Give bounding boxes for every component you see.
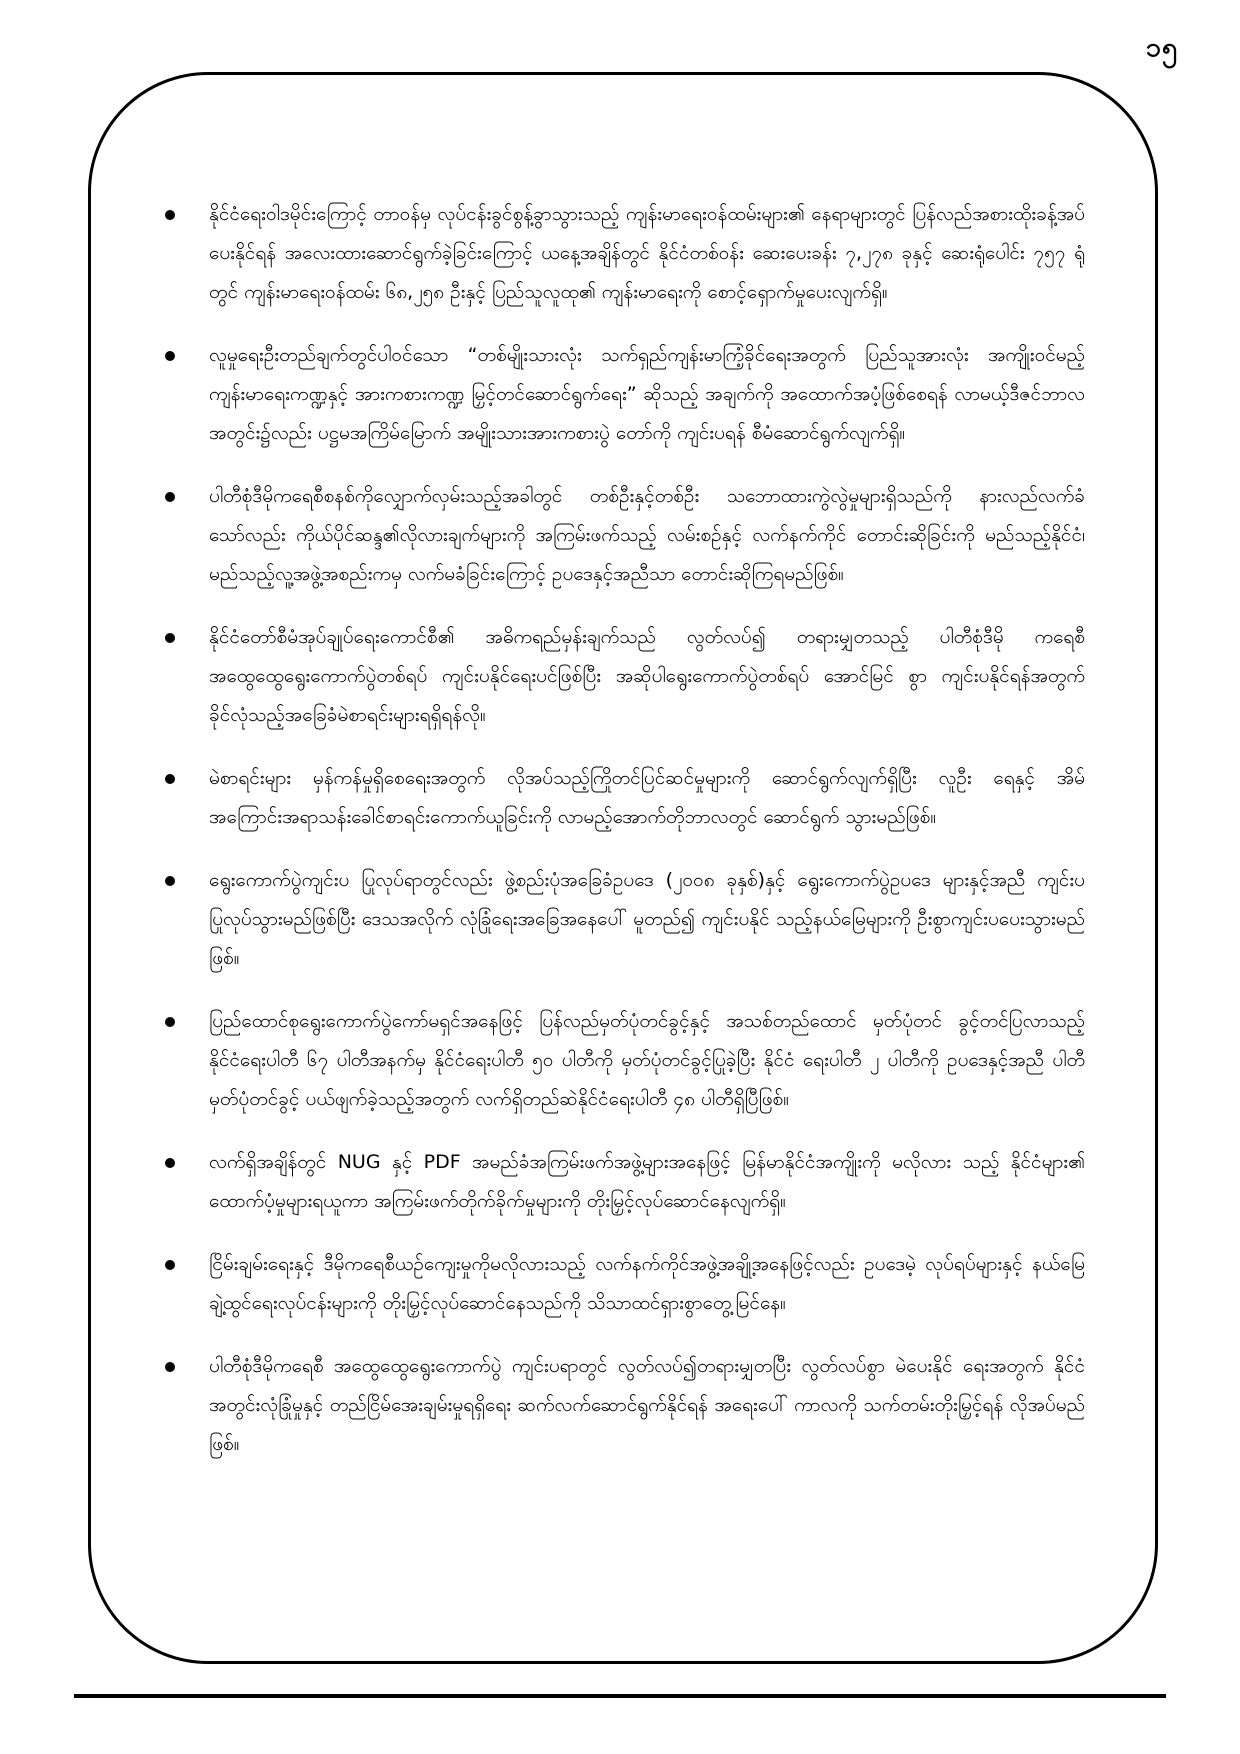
list-item <box>165 1347 1085 1464</box>
bullet-text: နိုင်ငံရေးဝါဒမိုင်းကြောင့် တာဝန်မှ လုပ်ငန်းခွင်စွန့်ခွာသွားသည့် ကျန်းမာရေးဝန်ထမ်းများ၏ နေရာများတွင် ပြန်လည်အစားထိုးခန့်အပ်ပေးနိုင်ရန် အလေးထားဆောင်ရွက်ခဲ့ခြင်းကြောင့် ယနေ့အချိန်တွင် နိုင်ငံတစ်ဝန်း ဆေးပေးခန်း ၇,၂၇၈ ခုနှင့် ဆေးရုံပေါင်း ၇၅၇ ရုံတွင် ကျန်းမာရေးဝန်ထမ်း ၆၈,၂၅၈ ဦးနှင့် ပြည်သူလူထု၏ ကျန်းမာရေးကို စောင့်ရှောက်မှုပေးလျက်ရှိ။ <box>209 203 1085 303</box>
bullet-text: ပါတီစုံဒီမိုကရေစီစနစ်ကိုလျှောက်လှမ်းသည့်အခါတွင် တစ်ဦးနှင့်တစ်ဦး သဘောထားကွဲလွဲမှုများရှိသည်ကို နားလည်လက်ခံသော်လည်း ကိုယ်ပိုင်ဆန္ဒ၏လိုလားချက်များကို အကြမ်းဖက်သည့် လမ်းစဉ်နှင့် လက်နက်ကိုင် တောင်းဆိုခြင်းကို မည်သည့်နိုင်ငံ၊ မည်သည့်လူ့အဖွဲ့အစည်းကမှ လက်မခံခြင်းကြောင့် ဥပဒေနှင့်အညီသာ တောင်းဆိုကြရမည်ဖြစ်။ <box>209 485 1085 585</box>
bullet-icon <box>165 492 175 502</box>
list-item <box>165 1143 1085 1221</box>
list-item <box>165 618 1085 735</box>
list-item <box>165 759 1085 837</box>
bullet-text: မဲစာရင်းများ မှန်ကန်မှုရှိစေရေးအတွက် လိုအပ်သည့်ကြိုတင်ပြင်ဆင်မှုများကို ဆောင်ရွက်လျက်ရှိပြီး လူဦး ရေနှင့် အိမ်အကြောင်းအရာသန်းခေါင်စာရင်းကောက်ယူခြင်းကို လာမည့်အောက်တိုဘာလတွင် ဆောင်ရွက် သွားမည်ဖြစ်။ <box>209 767 1085 828</box>
list-item <box>165 195 1085 312</box>
bullet-text: လူမှုရေးဦးတည်ချက်တွင်ပါဝင်သော “တစ်မျိုးသားလုံး သက်ရှည်ကျန်းမာကြံ့ခိုင်ရေးအတွက် ပြည်သူအားလုံး အကျိုးဝင်မည့် ကျန်းမာရေးကဏ္ဍနှင့် အားကစားကဏ္ဍ မြှင့်တင်ဆောင်ရွက်ရေး” ဆိုသည့် အချက်ကို အထောက်အပံ့ဖြစ်စေရန် လာမယ့်ဒီဇင်ဘာလအတွင်း၌လည်း ပဋ္ဌမအကြိမ်မြောက် အမျိုးသားအားကစားပွဲ တော်ကို ကျင်းပရန် စီမံဆောင်ရွက်လျက်ရှိ။ <box>209 344 1085 444</box>
list-item <box>165 1245 1085 1323</box>
page-number: ၁၅ <box>1145 32 1178 63</box>
list-item <box>165 1002 1085 1119</box>
bullet-text: ပါတီစုံဒီမိုကရေစီ အထွေထွေရွေးကောက်ပွဲ ကျင်းပရာတွင် လွတ်လပ်၍တရားမျှတပြီး လွတ်လပ်စွာ မဲပေးနိုင် ရေးအတွက် နိုင်ငံအတွင်းလုံခြုံမှုနှင့် တည်ငြိမ်အေးချမ်းမှုရရှိရေး ဆက်လက်ဆောင်ရွက်နိုင်ရန် အရေးပေါ် ကာလကို သက်တမ်းတိုးမြှင့်ရန် လိုအပ်မည်ဖြစ်။ <box>209 1355 1085 1455</box>
bullet-text: ရွေးကောက်ပွဲကျင်းပ ပြုလုပ်ရာတွင်လည်း ဖွဲ့စည်းပုံအခြေခံဥပဒေ (၂၀၀၈ ခုနှစ်)နှင့် ရွေးကောက်ပွဲဥပဒေ များနှင့်အညီ ကျင်းပပြုလုပ်သွားမည်ဖြစ်ပြီး ဒေသအလိုက် လုံခြုံရေးအခြေအနေပေါ် မူတည်၍ ကျင်းပနိုင် သည့်နယ်မြေများကို ဦးစွာကျင်းပပေးသွားမည်ဖြစ်။ <box>209 869 1085 969</box>
list-item <box>165 477 1085 594</box>
bullet-text: ပြည်ထောင်စုရွေးကောက်ပွဲကော်မရှင်အနေဖြင့် ပြန်လည်မှတ်ပုံတင်ခွင့်နှင့် အသစ်တည်ထောင် မှတ်ပုံတင် ခွင့်တင်ပြလာသည့် နိုင်ငံရေးပါတီ ၆၇ ပါတီအနက်မှ နိုင်ငံရေးပါတီ ၅၀ ပါတီကို မှတ်ပုံတင်ခွင့်ပြုခဲ့ပြီး နိုင်ငံ ရေးပါတီ ၂ ပါတီကို ဥပဒေနှင့်အညီ ပါတီမှတ်ပုံတင်ခွင့် ပယ်ဖျက်ခဲ့သည့်အတွက် လက်ရှိတည်ဆဲနိုင်ငံရေးပါတီ ၄၈ ပါတီရှိပြီဖြစ်။ <box>209 1010 1085 1110</box>
list-item <box>165 861 1085 978</box>
bullet-text: ငြိမ်းချမ်းရေးနှင့် ဒီမိုကရေစီယဉ်ကျေးမှုကိုမလိုလားသည့် လက်နက်ကိုင်အဖွဲ့အချို့အနေဖြင့်လည်း ဥပဒေမဲ့ လုပ်ရပ်များနှင့် နယ်မြေချဲ့ထွင်ရေးလုပ်ငန်းများကို တိုးမြှင့်လုပ်ဆောင်နေသည်ကို သိသာထင်ရှားစွာတွေ့မြင်နေ။ <box>209 1253 1085 1314</box>
footer-divider <box>74 1694 1166 1698</box>
bullet-icon <box>165 1158 175 1168</box>
bullet-icon <box>165 1017 175 1027</box>
bullet-icon <box>165 876 175 886</box>
bullet-list <box>165 195 1085 1464</box>
bullet-text: လက်ရှိအချိန်တွင် NUG နှင့် PDF အမည်ခံအကြမ်းဖက်အဖွဲ့များအနေဖြင့် မြန်မာနိုင်ငံအကျိုးကို မလိုလား သည့် နိုင်ငံများ၏ ထောက်ပံ့မှုများရယူကာ အကြမ်းဖက်တိုက်ခိုက်မှုများကို တိုးမြှင့်လုပ်ဆောင်နေလျက်ရှိ။ <box>209 1151 1085 1212</box>
list-item <box>165 336 1085 453</box>
bullet-icon <box>165 1260 175 1270</box>
bullet-icon <box>165 633 175 643</box>
bullet-icon <box>165 1362 175 1372</box>
bullet-icon <box>165 774 175 784</box>
bullet-icon <box>165 210 175 220</box>
bullet-icon <box>165 351 175 361</box>
bullet-text: နိုင်ငံတော်စီမံအုပ်ချုပ်ရေးကောင်စီ၏ အဓိကရည်မှန်းချက်သည် လွတ်လပ်၍ တရားမျှတသည့် ပါတီစုံဒီမို ကရေစီအထွေထွေရွေးကောက်ပွဲတစ်ရပ် ကျင်းပနိုင်ရေးပင်ဖြစ်ပြီး အဆိုပါရွေးကောက်ပွဲတစ်ရပ် အောင်မြင် စွာ ကျင်းပနိုင်ရန်အတွက် ခိုင်လုံသည့်အခြေခံမဲစာရင်းများရရှိရန်လို။ <box>209 626 1085 726</box>
content-frame <box>88 72 1158 1664</box>
